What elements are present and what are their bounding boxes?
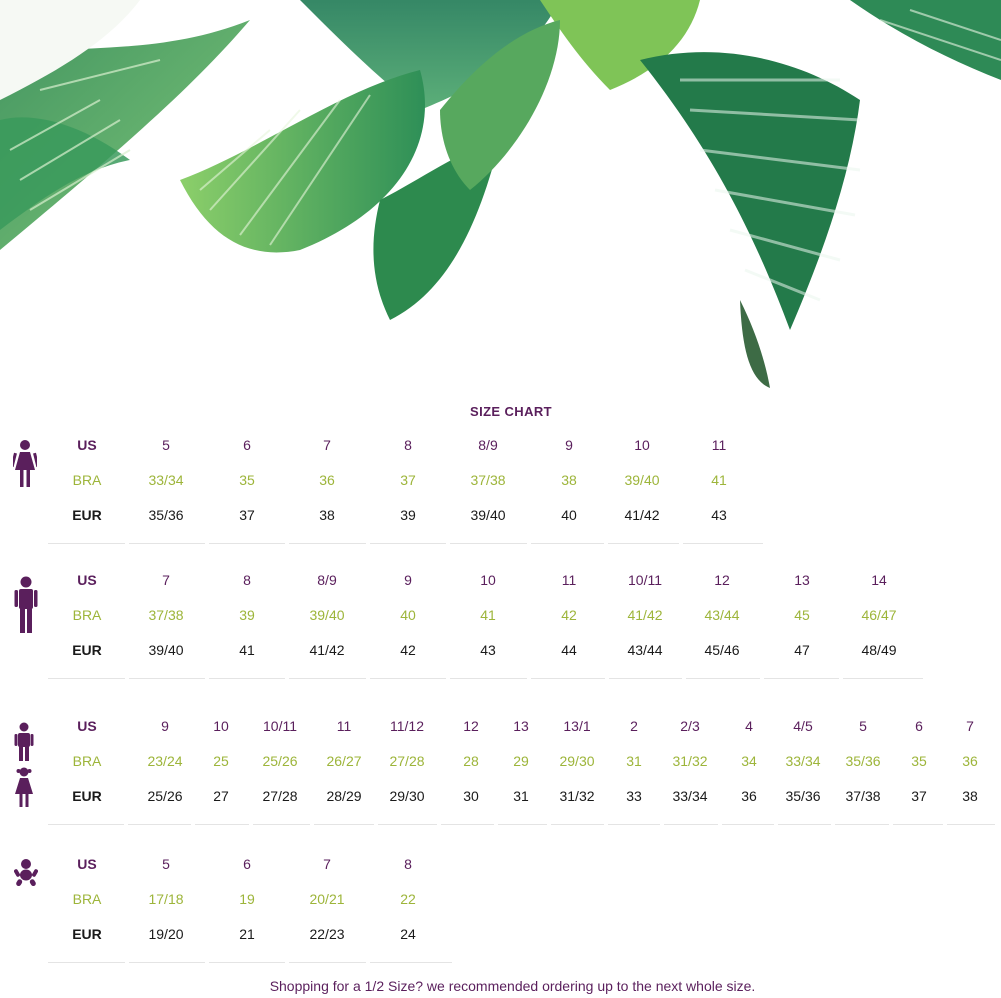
bra-row-label: BRA (72, 607, 102, 623)
column-divider (441, 824, 494, 825)
column-divider (843, 678, 923, 679)
bra-size-cell: 35 (911, 753, 927, 769)
eur-size-cell: 37/38 (845, 788, 881, 804)
bra-size-cell: 40 (400, 607, 416, 623)
bra-size-cell: 38 (561, 472, 577, 488)
eur-size-cell: 48/49 (861, 642, 897, 658)
column-divider (893, 824, 943, 825)
us-size-cell: 6 (915, 718, 923, 734)
eur-size-cell: 24 (400, 926, 416, 942)
eur-size-cell: 31 (513, 788, 529, 804)
us-size-cell: 4/5 (793, 718, 813, 734)
bra-size-cell: 22 (400, 891, 416, 907)
bra-size-cell: 25/26 (262, 753, 298, 769)
eur-size-cell: 37 (239, 507, 255, 523)
column-divider (289, 962, 366, 963)
column-divider (450, 678, 527, 679)
us-size-cell: 6 (243, 437, 251, 453)
us-size-cell: 6 (243, 856, 251, 872)
column-divider (609, 678, 682, 679)
us-size-cell: 9 (404, 572, 412, 588)
column-divider (129, 543, 205, 544)
eur-size-row (0, 924, 1001, 944)
bra-row-label: BRA (72, 891, 102, 907)
us-size-cell: 13 (794, 572, 810, 588)
eur-size-cell: 40 (561, 507, 577, 523)
bra-size-cell: 46/47 (861, 607, 897, 623)
bra-size-cell: 37 (400, 472, 416, 488)
eur-size-cell: 43 (480, 642, 496, 658)
eur-size-cell: 31/32 (559, 788, 595, 804)
column-divider (778, 824, 831, 825)
bra-size-cell: 41 (480, 607, 496, 623)
us-size-cell: 7 (966, 718, 974, 734)
bra-size-cell: 26/27 (326, 753, 362, 769)
us-size-cell: 9 (565, 437, 573, 453)
us-size-cell: 10 (634, 437, 650, 453)
eur-row-label: EUR (72, 788, 102, 804)
eur-size-cell: 27/28 (262, 788, 298, 804)
eur-row-label: EUR (72, 507, 102, 523)
eur-size-cell: 25/26 (147, 788, 183, 804)
eur-size-cell: 41/42 (309, 642, 345, 658)
eur-size-cell: 44 (561, 642, 577, 658)
eur-size-cell: 22/23 (309, 926, 345, 942)
us-size-cell: 13 (513, 718, 529, 734)
boy-icon (14, 722, 34, 762)
bra-size-cell: 19 (239, 891, 255, 907)
bra-row-label: BRA (72, 472, 102, 488)
eur-size-cell: 35/36 (785, 788, 821, 804)
column-divider (195, 824, 249, 825)
column-divider (551, 824, 604, 825)
us-size-cell: 2 (630, 718, 638, 734)
man-icon (14, 576, 38, 634)
bra-size-cell: 27/28 (389, 753, 425, 769)
us-size-cell: 8 (404, 856, 412, 872)
us-size-cell: 8 (243, 572, 251, 588)
eur-size-cell: 30 (463, 788, 479, 804)
eur-size-cell: 39/40 (148, 642, 184, 658)
eur-size-cell: 39 (400, 507, 416, 523)
eur-size-cell: 43/44 (627, 642, 663, 658)
size-chart-title: SIZE CHART (470, 404, 552, 419)
eur-size-cell: 28/29 (326, 788, 362, 804)
eur-size-cell: 29/30 (389, 788, 425, 804)
eur-size-cell: 43 (711, 507, 727, 523)
eur-size-cell: 27 (213, 788, 229, 804)
column-divider (608, 543, 679, 544)
us-size-cell: 10 (213, 718, 229, 734)
girl-icon (13, 767, 35, 809)
palm-leaves-banner (0, 0, 1001, 398)
us-row-label: US (77, 856, 97, 872)
us-row-label: US (77, 572, 97, 588)
us-size-cell: 14 (871, 572, 887, 588)
column-divider (48, 824, 124, 825)
bra-size-cell: 41/42 (627, 607, 663, 623)
eur-size-row (0, 640, 1001, 660)
column-divider (48, 543, 125, 544)
column-divider (370, 543, 446, 544)
bra-size-cell: 33/34 (148, 472, 184, 488)
eur-size-cell: 41/42 (624, 507, 660, 523)
column-divider (835, 824, 889, 825)
bra-size-cell: 35/36 (845, 753, 881, 769)
column-divider (378, 824, 437, 825)
eur-size-cell: 36 (741, 788, 757, 804)
bra-size-cell: 41 (711, 472, 727, 488)
eur-size-cell: 39/40 (470, 507, 506, 523)
us-size-cell: 8 (404, 437, 412, 453)
bra-size-cell: 34 (741, 753, 757, 769)
us-size-cell: 7 (323, 856, 331, 872)
eur-row-label: EUR (72, 926, 102, 942)
eur-size-cell: 37 (911, 788, 927, 804)
us-size-row (0, 854, 1001, 874)
bra-size-cell: 37/38 (148, 607, 184, 623)
us-size-cell: 12 (714, 572, 730, 588)
bra-size-cell: 35 (239, 472, 255, 488)
column-divider (314, 824, 374, 825)
column-divider (128, 824, 191, 825)
us-size-cell: 8/9 (478, 437, 498, 453)
us-row-label: US (77, 718, 97, 734)
column-divider (209, 962, 285, 963)
bra-size-cell: 31/32 (672, 753, 708, 769)
bra-size-row (0, 470, 1001, 490)
column-divider (370, 678, 446, 679)
eur-size-cell: 42 (400, 642, 416, 658)
kids-size-section (0, 716, 1001, 828)
us-size-cell: 7 (162, 572, 170, 588)
us-size-cell: 5 (162, 437, 170, 453)
bra-size-row (0, 751, 1001, 771)
bra-size-cell: 39/40 (624, 472, 660, 488)
us-size-cell: 13/1 (563, 718, 591, 734)
bra-size-cell: 36 (319, 472, 335, 488)
bra-size-cell: 29/30 (559, 753, 595, 769)
column-divider (450, 543, 527, 544)
eur-size-cell: 45/46 (704, 642, 740, 658)
bra-size-cell: 23/24 (147, 753, 183, 769)
bra-size-cell: 33/34 (785, 753, 821, 769)
column-divider (289, 678, 366, 679)
column-divider (129, 962, 205, 963)
eur-row-label: EUR (72, 642, 102, 658)
bra-size-cell: 28 (463, 753, 479, 769)
column-divider (498, 824, 547, 825)
column-divider (531, 678, 605, 679)
column-divider (947, 824, 995, 825)
column-divider (664, 824, 718, 825)
column-divider (209, 543, 285, 544)
us-size-cell: 7 (323, 437, 331, 453)
half-size-note: Shopping for a 1/2 Size? we recommended ordering up to the next whole size. (269, 978, 756, 994)
eur-size-cell: 35/36 (148, 507, 184, 523)
us-size-cell: 11/12 (390, 718, 424, 734)
us-size-cell: 2/3 (680, 718, 700, 734)
column-divider (129, 678, 205, 679)
us-size-row (0, 716, 1001, 736)
column-divider (209, 678, 285, 679)
us-size-cell: 11 (561, 572, 577, 588)
column-divider (722, 824, 774, 825)
bra-size-cell: 42 (561, 607, 577, 623)
us-row-label: US (77, 437, 97, 453)
eur-size-cell: 33/34 (672, 788, 708, 804)
bra-size-row (0, 605, 1001, 625)
bra-size-cell: 25 (213, 753, 229, 769)
us-size-cell: 8/9 (317, 572, 337, 588)
us-size-row (0, 570, 1001, 590)
bra-size-cell: 39 (239, 607, 255, 623)
eur-size-cell: 38 (962, 788, 978, 804)
us-size-cell: 12 (463, 718, 479, 734)
eur-size-cell: 33 (626, 788, 642, 804)
us-size-cell: 5 (162, 856, 170, 872)
us-size-cell: 4 (745, 718, 753, 734)
us-size-cell: 11 (711, 437, 727, 453)
column-divider (370, 962, 452, 963)
eur-size-cell: 47 (794, 642, 810, 658)
column-divider (683, 543, 763, 544)
bra-size-cell: 37/38 (470, 472, 506, 488)
us-size-cell: 5 (859, 718, 867, 734)
us-size-cell: 10 (480, 572, 496, 588)
eur-size-cell: 21 (239, 926, 255, 942)
baby-size-section (0, 854, 1001, 966)
column-divider (686, 678, 760, 679)
eur-size-row (0, 786, 1001, 806)
bra-size-row (0, 889, 1001, 909)
bra-size-cell: 17/18 (148, 891, 184, 907)
bra-size-cell: 39/40 (309, 607, 345, 623)
bra-size-cell: 29 (513, 753, 529, 769)
column-divider (48, 678, 125, 679)
bra-size-cell: 20/21 (309, 891, 345, 907)
eur-size-cell: 38 (319, 507, 335, 523)
column-divider (48, 962, 125, 963)
eur-size-cell: 41 (239, 642, 255, 658)
bra-size-cell: 36 (962, 753, 978, 769)
bra-size-cell: 31 (626, 753, 642, 769)
column-divider (531, 543, 604, 544)
column-divider (289, 543, 366, 544)
us-size-cell: 11 (336, 718, 352, 734)
bra-size-cell: 45 (794, 607, 810, 623)
eur-size-row (0, 505, 1001, 525)
baby-icon (14, 858, 38, 888)
bra-row-label: BRA (72, 753, 102, 769)
woman-icon (13, 439, 37, 489)
column-divider (253, 824, 310, 825)
us-size-cell: 10/11 (263, 718, 297, 734)
women-size-section (0, 435, 1001, 547)
bra-size-cell: 43/44 (704, 607, 740, 623)
column-divider (608, 824, 660, 825)
column-divider (764, 678, 839, 679)
eur-size-cell: 19/20 (148, 926, 184, 942)
us-size-cell: 9 (161, 718, 169, 734)
us-size-cell: 10/11 (628, 572, 662, 588)
men-size-section (0, 570, 1001, 682)
us-size-row (0, 435, 1001, 455)
